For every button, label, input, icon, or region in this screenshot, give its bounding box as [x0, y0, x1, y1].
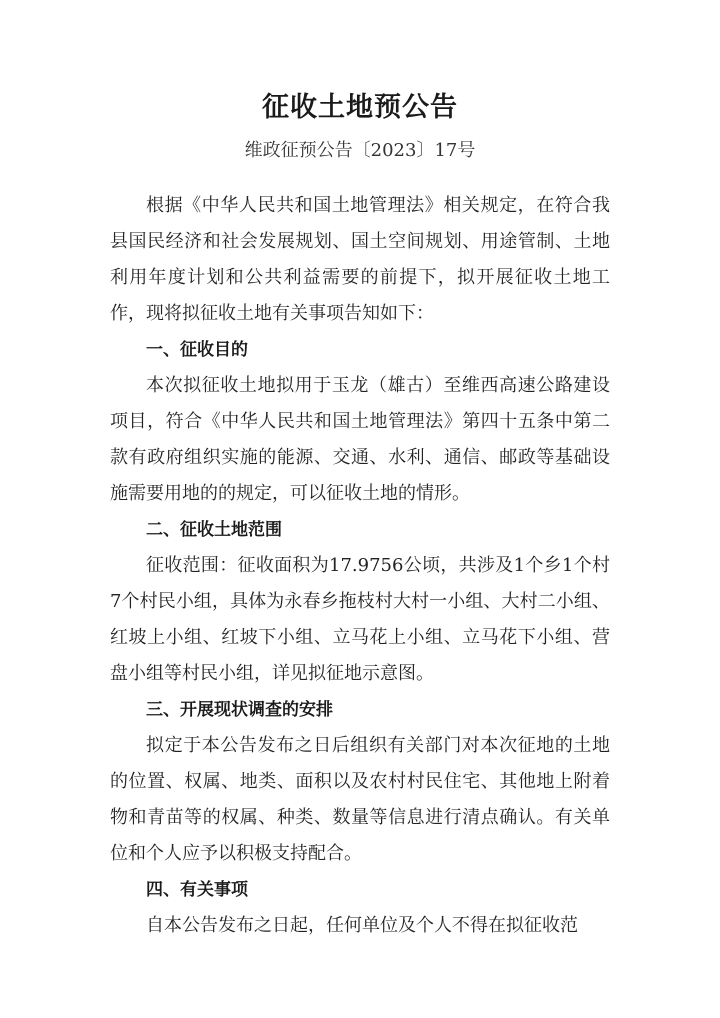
section-text-scope: 征收范围：征收面积为17.9756公顷，共涉及1个乡1个村7个村民小组，具体为永春乡拖枝村大村一小组、大村二小组、红坡上小组、红坡下小组、立马花上小组、立马花下小组、营盘小组等村民小组，详见拟征地示意图。: [110, 555, 610, 684]
section-text-survey: 拟定于本公告发布之日后组织有关部门对本次征地的土地的位置、权属、地类、面积以及农村村民住宅、其他地上附着物和青苗等的权属、种类、数量等信息进行清点确认。有关单位和个人应予以积极支持配合。: [110, 735, 610, 864]
section-heading-matters: 四、有关事项: [146, 880, 248, 900]
document-number: 维政征预公告〔2023〕17号: [244, 140, 476, 161]
section-heading-scope: 二、征收土地范围: [146, 520, 282, 540]
section-heading-survey: 三、开展现状调查的安排: [146, 700, 333, 720]
document-title: 征收土地预公告: [262, 92, 458, 123]
section-text-purpose: 本次拟征收土地拟用于玉龙（雄古）至维西高速公路建设项目，符合《中华人民共和国土地管理法》第四十五条中第二款有政府组织实施的能源、交通、水利、通信、邮政等基础设施需要用地的的规定，可以征收土地的情形。: [110, 375, 610, 504]
intro-paragraph: 根据《中华人民共和国土地管理法》相关规定，在符合我县国民经济和社会发展规划、国土空间规划、用途管制、土地利用年度计划和公共利益需要的前提下，拟开展征收土地工作，现将拟征收土地有关事项告知如下：: [110, 195, 610, 324]
section-text-matters: 自本公告发布之日起，任何单位及个人不得在拟征收范: [146, 915, 578, 936]
section-heading-purpose: 一、征收目的: [146, 340, 248, 360]
document-body: [110, 188, 610, 944]
